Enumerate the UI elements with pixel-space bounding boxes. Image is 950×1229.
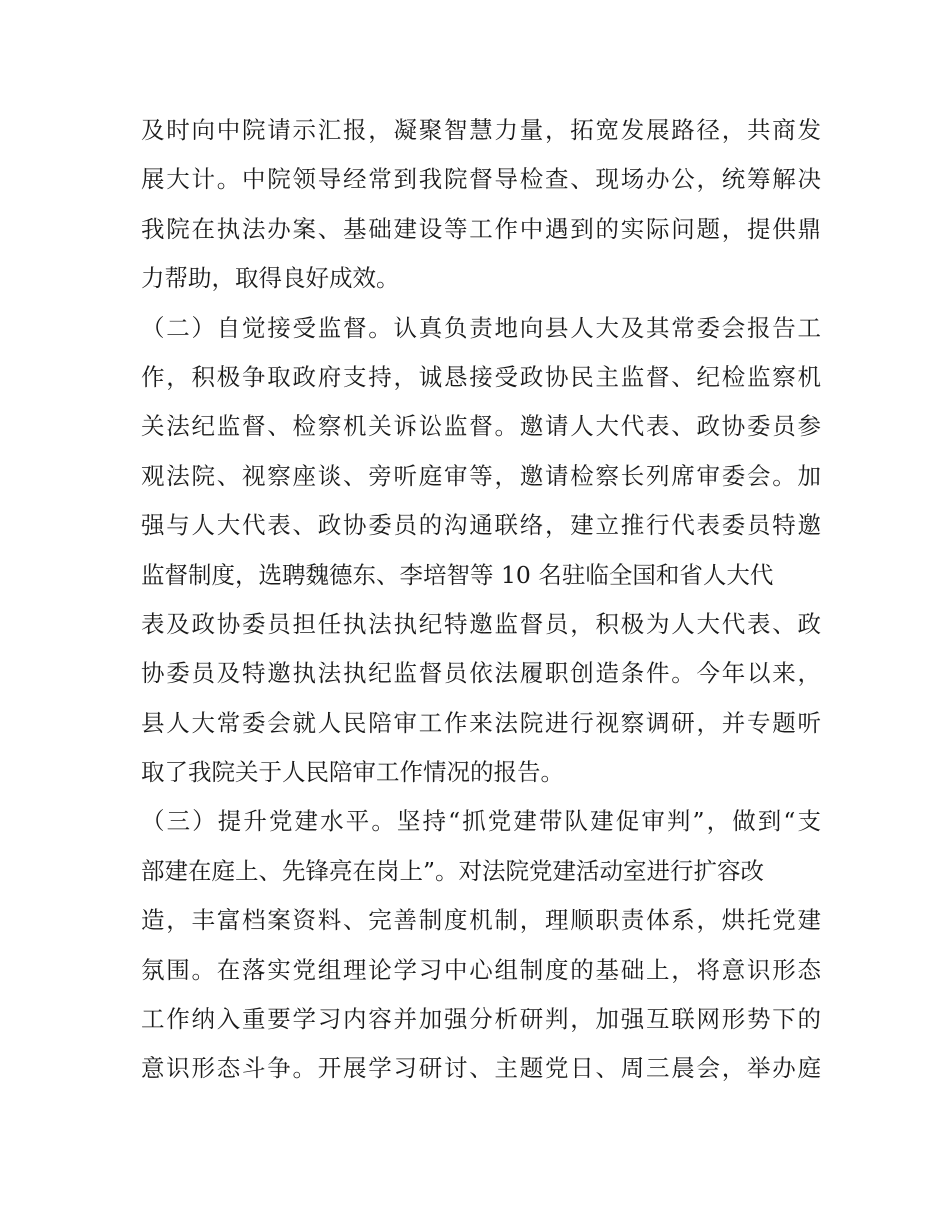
text-line: 工作纳入重要学习内容并加强分析研判，加强互联网形势下的 <box>141 1005 821 1034</box>
text-line: 部建在庭上、先锋亮在岗上”。对法院党建活动室进行扩容改 <box>141 856 765 885</box>
text-line: 县人大常委会就人民陪审工作来法院进行视察调研，并专题听 <box>141 708 821 737</box>
text-line: 观法院、视察座谈、旁听庭审等，邀请检察长列席审委会。加 <box>141 461 821 490</box>
text-line: 意识形态斗争。开展学习研讨、主题党日、周三晨会，举办庭 <box>141 1054 821 1083</box>
text-line: 关法纪监督、检察机关诉讼监督。邀请人大代表、政协委员参 <box>141 412 821 441</box>
text-line: 造，丰富档案资料、完善制度机制，理顺职责体系，烘托党建 <box>141 906 821 935</box>
body-text <box>141 106 821 1094</box>
text-line: （三）提升党建水平。坚持“抓党建带队建促审判”，做到“支 <box>141 807 821 836</box>
text-line: 强与人大代表、政协委员的沟通联络，建立推行代表委员特邀 <box>141 511 821 540</box>
text-line: （二）自觉接受监督。认真负责地向县人大及其常委会报告工 <box>141 313 821 342</box>
text-line: 氛围。在落实党组理论学习中心组制度的基础上，将意识形态 <box>141 955 821 984</box>
text-line: 取了我院关于人民陪审工作情况的报告。 <box>141 758 564 787</box>
text-line: 力帮助，取得良好成效。 <box>141 264 400 293</box>
text-line: 及时向中院请示汇报，凝聚智慧力量，拓宽发展路径，共商发 <box>141 116 821 144</box>
text-line: 我院在执法办案、基础建设等工作中遇到的实际问题，提供鼎 <box>141 214 821 243</box>
text-line: 监督制度，选聘魏德东、李培智等 10 名驻临全国和省人大代 <box>141 560 774 589</box>
text-line: 协委员及特邀执法执纪监督员依法履职创造条件。今年以来， <box>141 659 821 688</box>
text-line: 作，积极争取政府支持，诚恳接受政协民主监督、纪检监察机 <box>141 362 821 391</box>
text-line: 表及政协委员担任执法执纪特邀监督员，积极为人大代表、政 <box>141 609 821 638</box>
text-line: 展大计。中院领导经常到我院督导检查、现场办公，统筹解决 <box>141 165 821 194</box>
